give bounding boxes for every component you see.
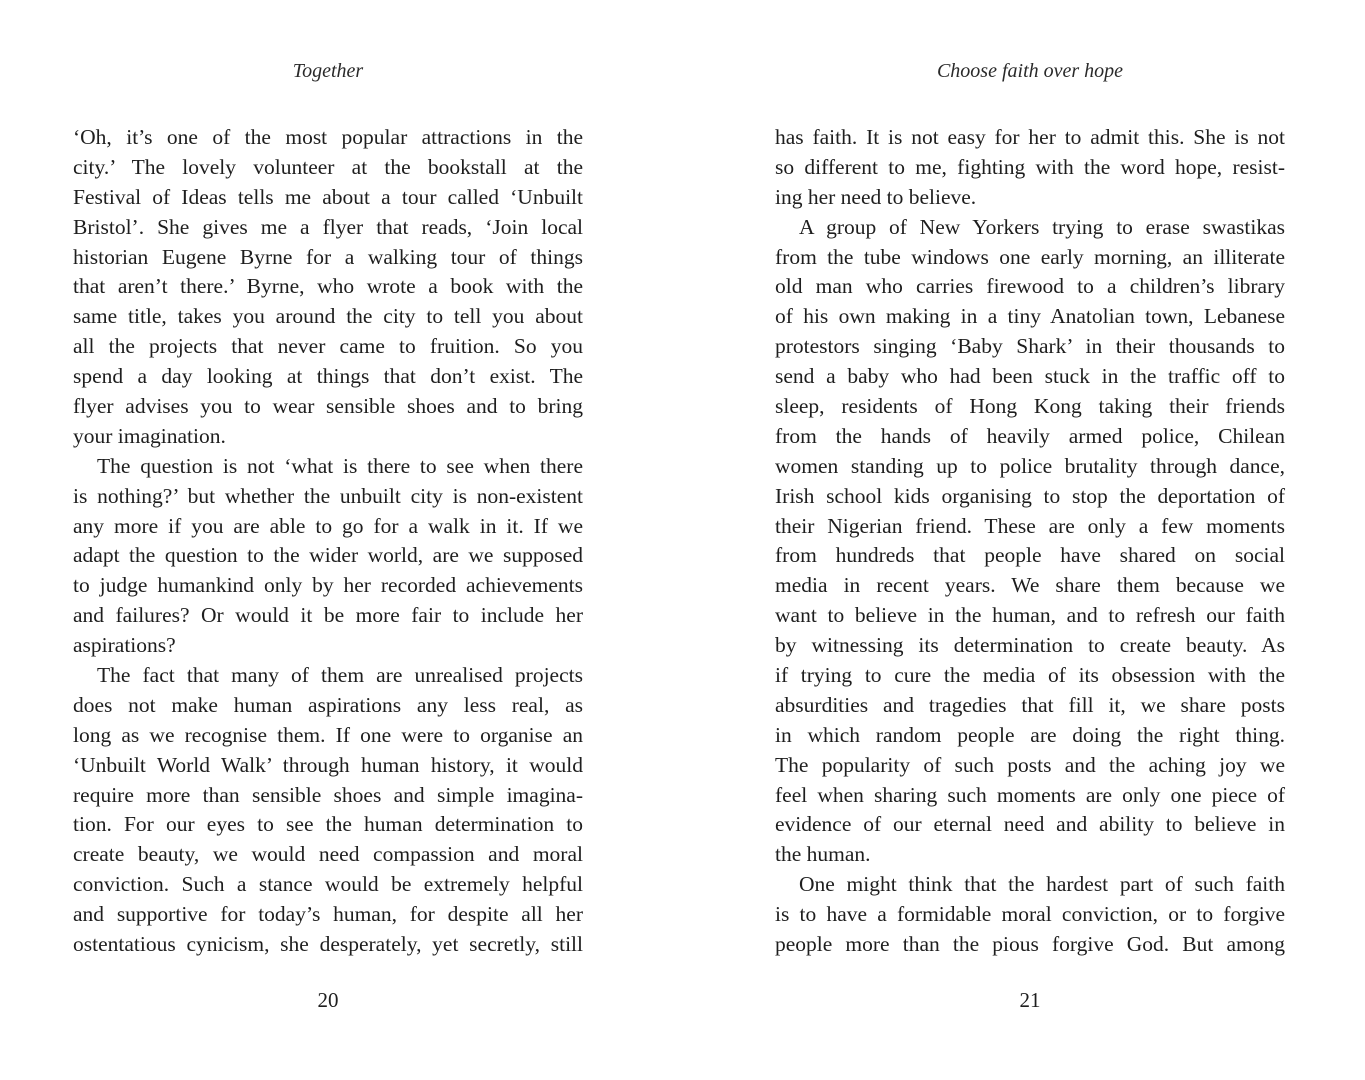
text-line: The popularity of such posts and the aching joy we [775, 752, 1285, 777]
text-line: does not make human aspirations any less real, as [73, 692, 583, 717]
page-number-right: 21 [1019, 988, 1041, 1012]
text-line: A group of New Yorkers trying to erase swastikas [799, 214, 1285, 239]
text-line: so different to me, fighting with the word hope, resist- [775, 154, 1285, 179]
text-line: in which random people are doing the right thing. [775, 722, 1285, 747]
text-line: adapt the question to the wider world, are we supposed [73, 543, 583, 568]
text-line: historian Eugene Byrne for a walking tour of things [73, 244, 583, 269]
text-line: The question is not ‘what is there to see when there [97, 453, 583, 478]
text-line: media in recent years. We share them because we [775, 573, 1285, 598]
text-line: if trying to cure the media of its obsession with the [775, 663, 1285, 688]
left-page [73, 0, 583, 1080]
text-line: Festival of Ideas tells me about a tour called ‘Unbuilt [73, 184, 583, 209]
running-head-right: Choose faith over hope [936, 60, 1124, 82]
text-line: your imagination. [73, 423, 226, 448]
text-line: send a baby who had been stuck in the traffic off to [775, 364, 1285, 389]
page-number-left: 20 [317, 988, 339, 1012]
text-line: any more if you are able to go for a walk in it. If we [73, 513, 583, 538]
text-line: by witnessing its determination to create beauty. As [775, 633, 1285, 658]
text-line: is nothing?’ but whether the unbuilt city is non-existent [73, 483, 583, 508]
text-line: is to have a formidable moral conviction, or to forgive [775, 902, 1285, 927]
body-text-left [73, 123, 583, 960]
text-line: feel when sharing such moments are only one piece of [775, 782, 1285, 807]
text-line: and supportive for today’s human, for despite all her [73, 902, 583, 927]
right-page [775, 0, 1285, 1080]
text-line: old man who carries firewood to a children’s library [775, 274, 1285, 299]
text-line: The fact that many of them are unrealised projects [97, 663, 583, 688]
text-line: city.’ The lovely volunteer at the bookstall at the [73, 154, 583, 179]
text-line: from the tube windows one early morning, an illiterate [775, 244, 1285, 269]
text-line: conviction. Such a stance would be extremely helpful [73, 872, 583, 897]
text-line: require more than sensible shoes and simple imagina- [73, 782, 583, 807]
text-line: the human. [775, 842, 871, 867]
text-line: to judge humankind only by her recorded achievements [73, 573, 583, 598]
text-line: ‘Oh, it’s one of the most popular attractions in the [73, 125, 583, 149]
text-line: all the projects that never came to fruition. So you [73, 334, 583, 359]
text-line: One might think that the hardest part of such faith [799, 872, 1285, 897]
text-line: want to believe in the human, and to refresh our faith [775, 603, 1285, 628]
text-line: and failures? Or would it be more fair to include her [73, 603, 583, 628]
text-line: people more than the pious forgive God. But among [775, 932, 1285, 957]
text-line: aspirations? [73, 633, 176, 658]
text-line: from hundreds that people have shared on social [775, 543, 1285, 568]
text-line: create beauty, we would need compassion and moral [73, 842, 583, 867]
text-line: spend a day looking at things that don’t exist. The [73, 364, 583, 389]
running-head-left: Together [292, 60, 364, 82]
text-line: protestors singing ‘Baby Shark’ in their thousands to [775, 334, 1285, 359]
text-line: of his own making in a tiny Anatolian town, Lebanese [775, 304, 1285, 329]
text-line: flyer advises you to wear sensible shoes and to bring [73, 394, 583, 419]
text-line: evidence of our eternal need and ability to believe in [775, 812, 1285, 837]
text-line: from the hands of heavily armed police, Chilean [775, 423, 1285, 448]
text-line: Irish school kids organising to stop the deportation of [775, 483, 1285, 508]
body-text-right [775, 123, 1285, 960]
text-line: ostentatious cynicism, she desperately, yet secretly, still [73, 932, 583, 957]
text-line: long as we recognise them. If one were to organise an [73, 722, 583, 747]
text-line: same title, takes you around the city to tell you about [73, 304, 583, 329]
text-line: absurdities and tragedies that fill it, we share posts [775, 692, 1285, 717]
text-line: that aren’t there.’ Byrne, who wrote a book with the [73, 274, 583, 299]
text-line: tion. For our eyes to see the human determination to [73, 812, 583, 837]
text-line: sleep, residents of Hong Kong taking their friends [775, 394, 1285, 419]
text-line: women standing up to police brutality through dance, [775, 453, 1285, 478]
text-line: their Nigerian friend. These are only a few moments [775, 513, 1285, 538]
text-line: ‘Unbuilt World Walk’ through human history, it would [73, 752, 583, 777]
text-line: ing her need to believe. [775, 184, 977, 209]
text-line: Bristol’. She gives me a flyer that reads, ‘Join local [73, 214, 583, 239]
text-line: has faith. It is not easy for her to admit this. She is not [775, 125, 1285, 149]
